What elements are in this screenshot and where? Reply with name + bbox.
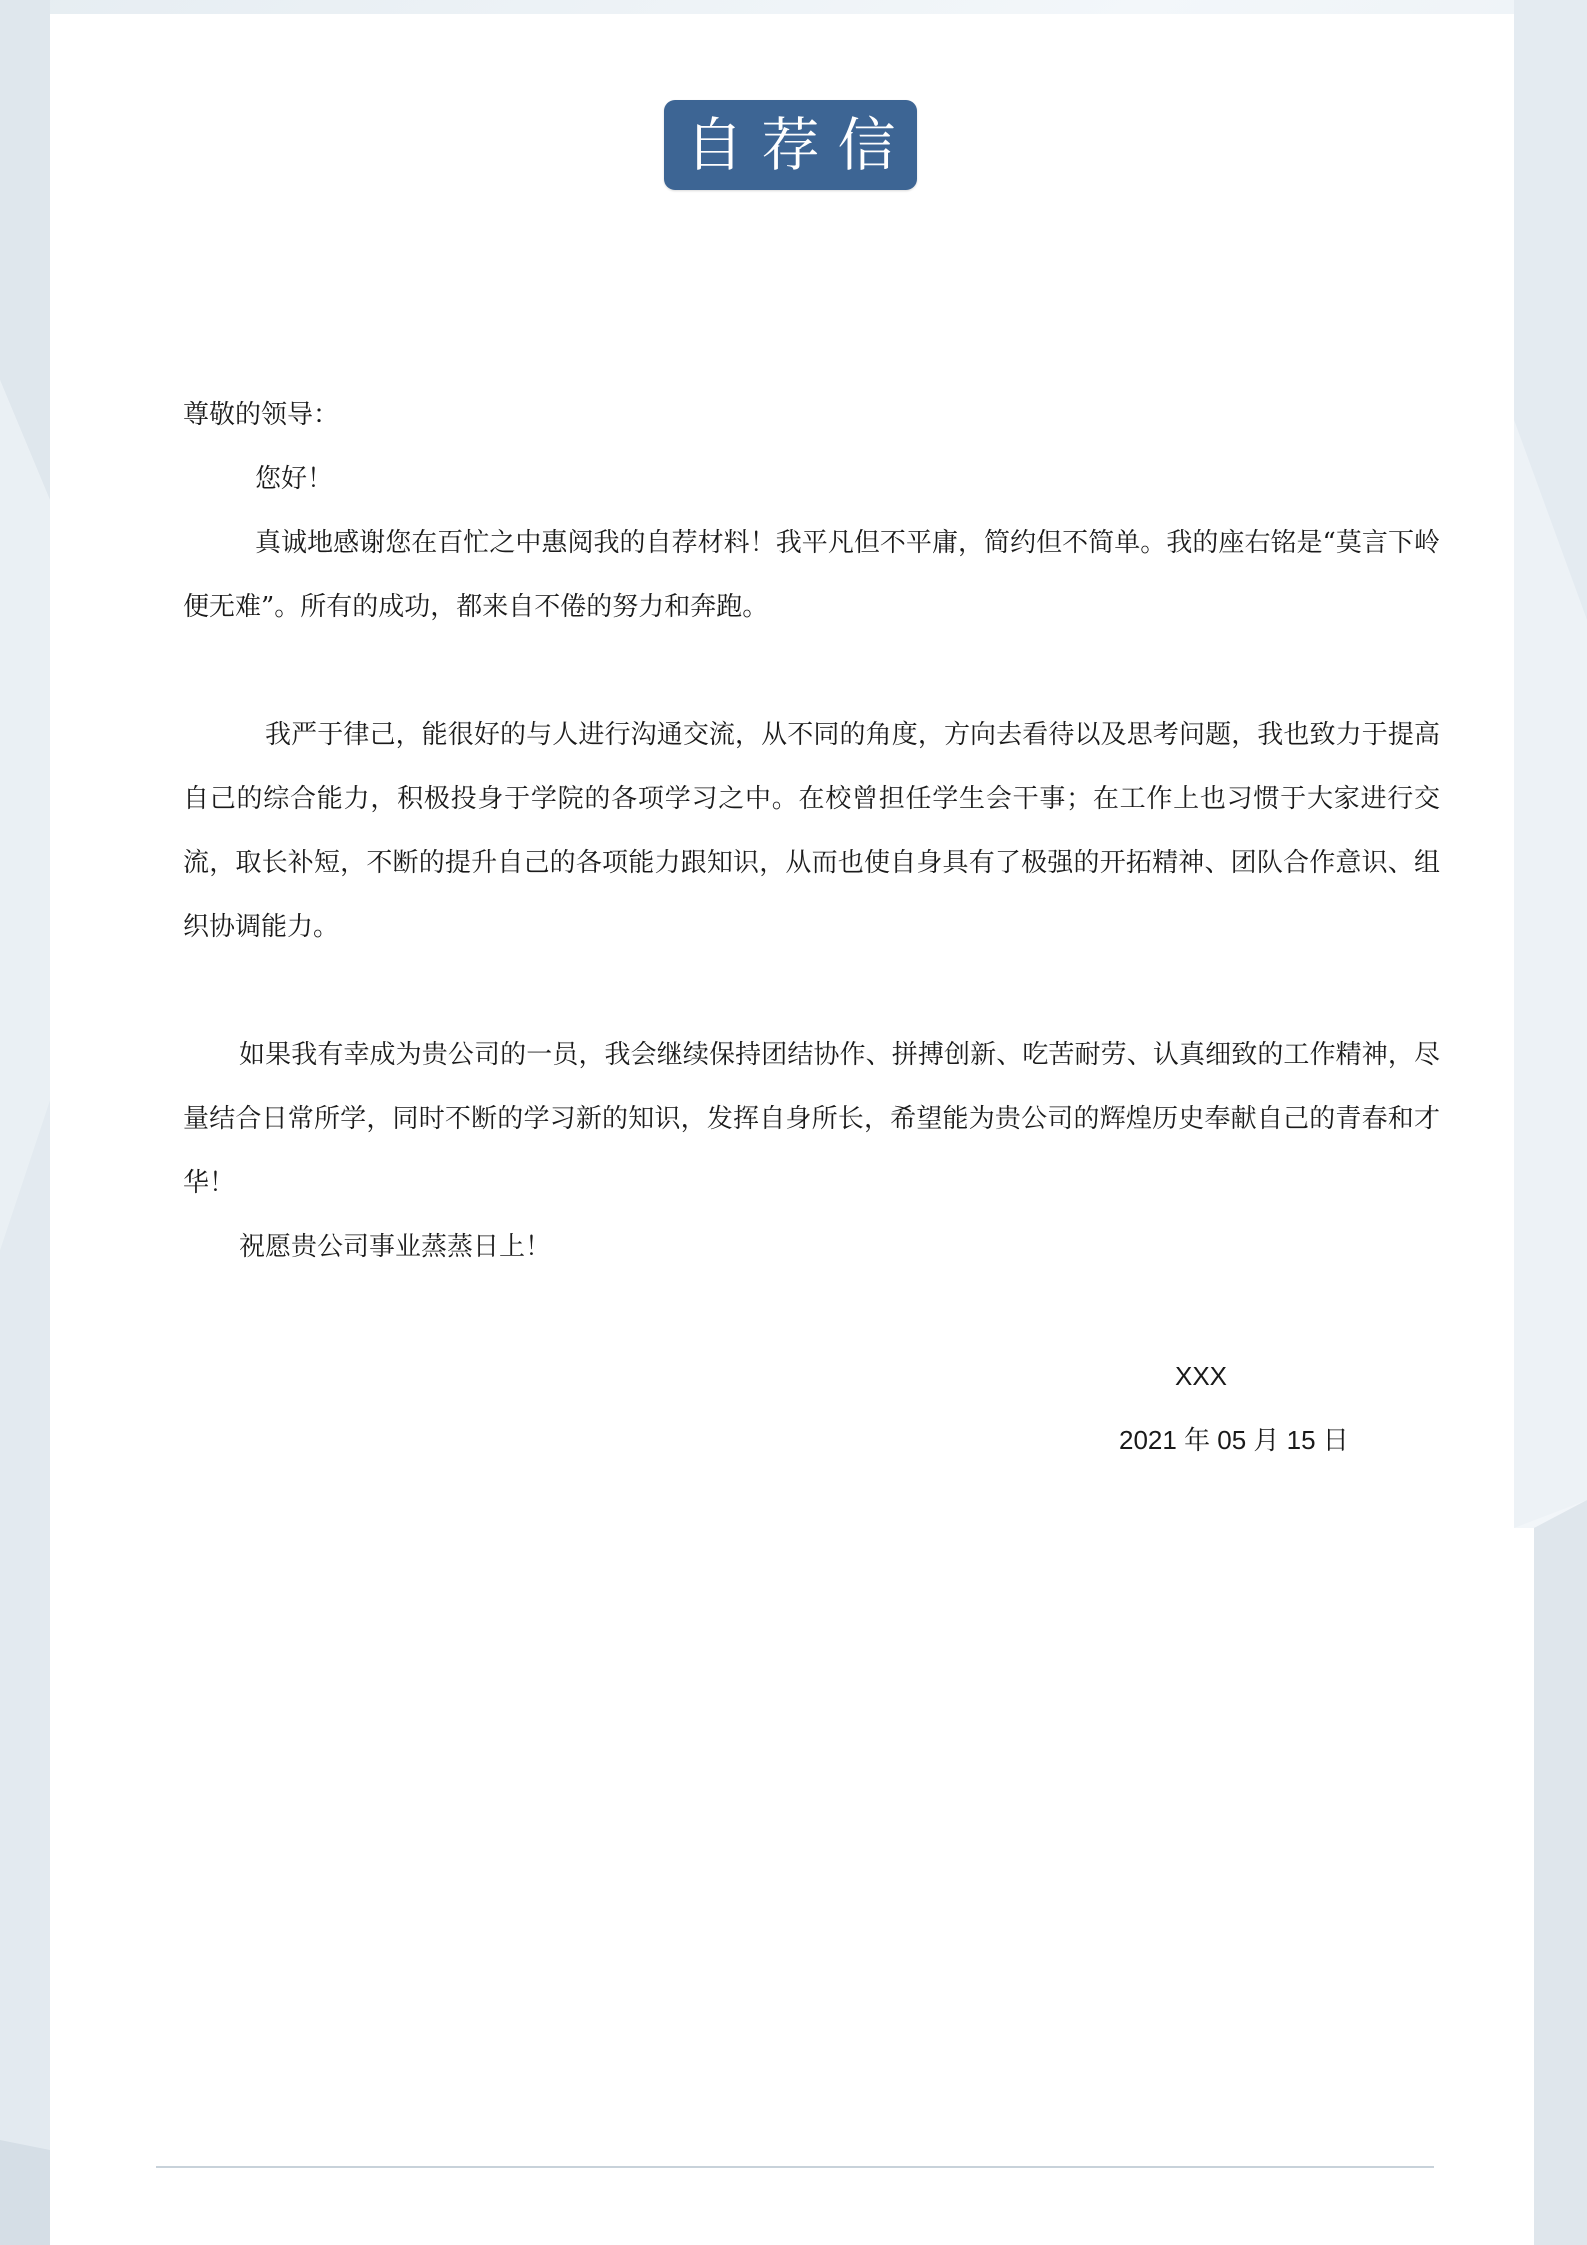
greeting: 您好！ [255,464,334,494]
signature-name: XXX [1175,1361,1228,1391]
letter-page-lower [70,1528,1534,2245]
paragraph-2: 我严于律己，能很好的与人进行沟通交流，从不同的角度，方向去看待以及思考问题，我也致力于提高自己的综合能力，积极投身于学院的各项学习之中。在校曾担任学生会干事；在工作上也习惯于大家进行交流，取长补短，不断的提升自己的各项能力跟知识，从而也使自身具有了极强的开拓精神、团队合作意识、组织协调能力。 [183,720,1440,942]
paragraph-spacer [183,959,1440,1023]
salutation: 尊敬的领导： [183,400,340,430]
paragraph-1: 真诚地感谢您在百忙之中惠阅我的自荐材料！我平凡但不平庸，简约但不简单。我的座右铭是“莫言下岭便无难”。所有的成功，都来自不倦的努力和奔跑。 [183,528,1440,622]
letter-body [183,383,1440,1279]
page-title: 自荐信 [685,111,914,179]
paragraph-3: 如果我有幸成为贵公司的一员，我会继续保持团结协作、拼搏创新、吃苦耐劳、认真细致的工作精神，尽量结合日常所学，同时不断的学习新的知识，发挥自身所长，希望能为贵公司的辉煌历史奉献自己的青春和才华！ [183,1040,1440,1198]
footer-divider [156,2166,1434,2168]
paragraph-spacer [183,639,1440,703]
closing: 祝愿贵公司事业蒸蒸日上！ [239,1232,552,1262]
signature-date: 2021 年 05 月 15 日 [1119,1425,1349,1455]
title-badge [664,100,917,190]
